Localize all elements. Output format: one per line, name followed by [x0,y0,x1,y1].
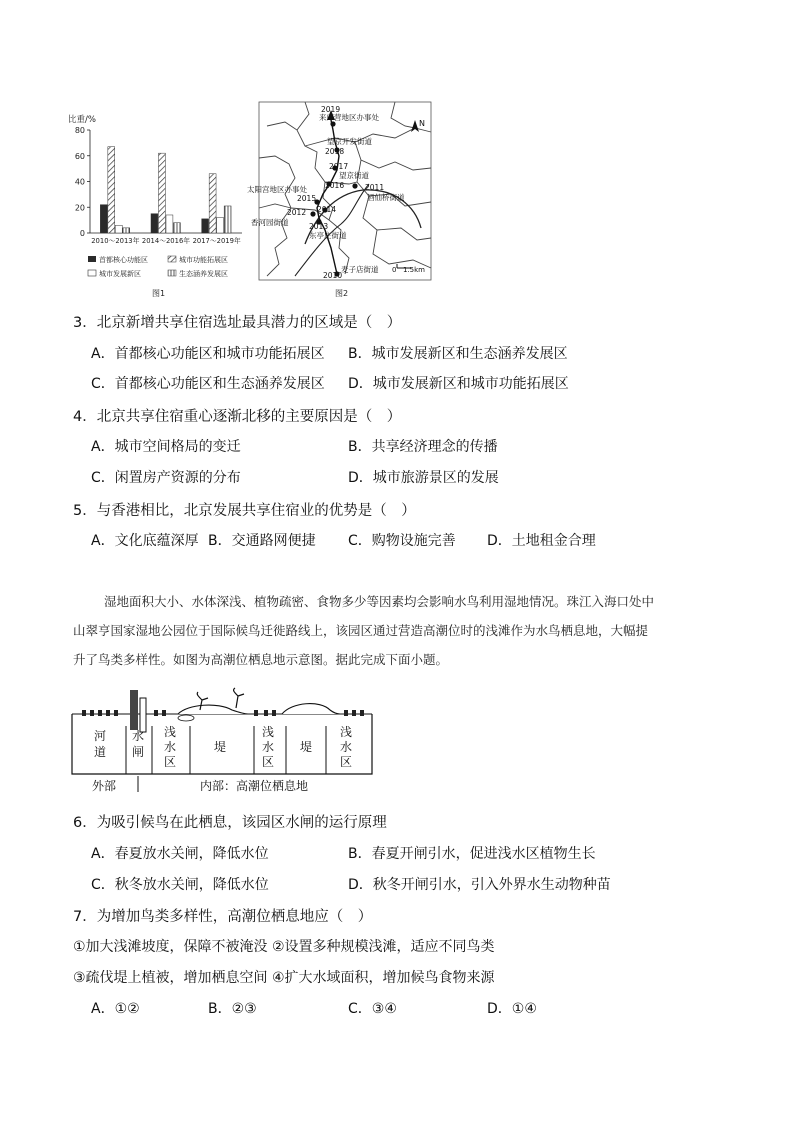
dike-mound-1 [178,705,248,714]
label-shallow-a2: 水 [164,740,177,754]
question-5-option-a[interactable]: A．文化底蕴深厚 [91,533,199,549]
question-4-option-d[interactable]: D．城市旅游景区的发展 [348,470,499,486]
label-2019: 2019 [321,105,341,114]
question-7-option-b[interactable]: B．②③ [208,1001,257,1017]
label-river-2: 道 [94,745,107,759]
water-gate [130,690,138,730]
question-6-option-a[interactable]: A．春夏放水关闸，降低水位 [91,846,269,862]
bar-core-1 [151,214,158,233]
question-7-stem: 7．为增加鸟类多样性，高潮位栖息地应（ ） [73,909,373,925]
label-shallow-b1: 浅 [262,725,275,739]
label-2010: 2010 [323,271,343,280]
north-label: N [419,119,425,128]
question-4-option-a[interactable]: A．城市空间格局的变迁 [91,439,241,455]
bar-newdev-1 [166,215,173,233]
label-2013: 2013 [309,222,329,231]
figure-1-caption: 图1 [152,289,166,298]
y-tick-label: 80 [74,126,85,135]
label-gate-2: 闸 [132,745,145,759]
question-7-option-a[interactable]: A．①② [91,1001,140,1017]
north-arrow-icon [411,120,419,132]
question-6-stem: 6．为吸引候鸟在此栖息，该园区水闸的运行原理 [73,815,387,831]
legend-label-core: 首都核心功能区 [99,256,148,264]
question-5-option-b[interactable]: B．交通路网便捷 [208,533,316,549]
y-tick-label: 60 [74,151,85,161]
y-tick-label: 0 [79,229,85,238]
bar-newdev-0 [115,225,122,233]
question-3-option-b[interactable]: B．城市发展新区和生态涵养发展区 [348,346,568,362]
label-xiangheyuan: 香河园街道 [251,218,289,227]
question-7-option-d[interactable]: D．①④ [487,1001,537,1017]
label-shallow-a1: 浅 [164,725,177,739]
legend-label-newdev: 城市发展新区 [99,270,141,278]
bar-core-2 [202,219,209,233]
x-tick-label: 2010～2013年 [91,237,140,245]
label-shallow-c1: 浅 [340,725,353,739]
bar-expand-2 [209,174,216,233]
question-5-option-d[interactable]: D．土地租金合理 [487,533,596,549]
scale-zero: 0 [392,266,397,274]
question-5-stem: 5．与香港相比，北京发展共享住宿业的优势是（ ） [73,503,416,519]
question-6-option-d[interactable]: D．秋冬开闸引水，引入外界水生动物种苗 [348,877,611,893]
passage-line-1: 湿地面积大小、水体深浅、植物疏密、食物多少等因素均会影响水鸟利用湿地情况。珠江入海口处中 [104,594,655,609]
label-2014: 2014 [317,205,337,214]
figure-1-chart [62,110,262,305]
bar-eco-0 [123,228,130,233]
legend-swatch-core [88,256,96,262]
legend-swatch-expand [168,256,176,262]
dike-mound-2 [282,704,340,714]
question-4-option-c[interactable]: C．闲置房产资源的分布 [91,470,241,486]
y-tick-label: 20 [74,203,85,213]
bar-core-0 [100,205,107,233]
question-4-option-b[interactable]: B．共享经济理念的传播 [348,439,498,455]
label-shallow-b3: 区 [262,755,275,769]
figure-2-caption: 图2 [335,289,349,298]
label-dike-2: 堤 [300,740,313,754]
question-6-option-b[interactable]: B．春夏开闸引水，促进浅水区植物生长 [348,846,596,862]
legend-label-expand: 城市功能拓展区 [179,256,228,264]
bar-newdev-2 [217,218,224,233]
label-2011: 2011 [365,183,385,192]
y-axis-label: 比重/% [68,115,96,125]
label-2016: 2016 [325,181,345,190]
question-7-statements-1-2: ①加大浅滩坡度，保障不被淹没 ②设置多种规模浅滩，适应不同鸟类 [73,939,495,955]
point-2012 [310,211,315,216]
question-3-stem: 3．北京新增共享住宿选址最具潜力的区域是（ ） [73,315,402,331]
passage-line-3: 升了鸟类多样性。如图为高潮位栖息地示意图。据此完成下面小题。 [73,652,449,667]
label-dongfeng: 东亭庄街道 [309,231,347,240]
label-2012: 2012 [287,208,307,217]
x-tick-label: 2017～2019年 [192,237,241,245]
label-2017: 2017 [329,162,349,171]
label-laiguangying: 来广营地区办事处 [319,113,379,122]
question-4-stem: 4．北京共享住宿重心逐渐北移的主要原因是（ ） [73,409,402,425]
legend-label-eco: 生态涵养发展区 [179,270,228,278]
passage-line-2: 山翠亨国家湿地公园位于国际候鸟迁徙路线上，该园区通过营造高潮位时的浅滩作为水鸟栖息地，大幅提 [73,623,649,638]
bar-eco-1 [174,223,181,233]
question-3-option-a[interactable]: A．首都核心功能区和城市功能拓展区 [91,346,325,362]
question-7-statements-3-4: ③疏伐堤上植被，增加栖息空间 ④扩大水域面积，增加候鸟食物来源 [73,970,495,986]
label-river-1: 河 [94,729,107,743]
question-3-option-c[interactable]: C．首都核心功能区和生态涵养发展区 [91,376,325,392]
label-wangjing: 望京街道 [339,171,369,180]
label-wangjing-kaifa: 望京开发街道 [327,137,372,146]
question-5-option-c[interactable]: C．购物设施完善 [348,533,456,549]
label-gate-1: 水 [132,729,145,743]
bar-eco-2 [224,206,231,233]
scale-distance: 1.5km [403,266,426,274]
label-shallow-c3: 区 [340,755,353,769]
point-2019 [330,121,335,126]
label-outer: 外部 [92,779,117,793]
label-dike-1: 堤 [214,740,227,754]
bar-expand-0 [108,147,115,233]
figure-2-map [245,98,435,303]
label-shallow-b2: 水 [262,740,275,754]
point-2011 [352,183,357,188]
label-inner: 内部：高潮位栖息地 [200,779,309,793]
label-taiyanggong: 太阳宫地区办事处 [247,185,307,194]
x-tick-label: 2014～2016年 [141,237,191,245]
y-tick-label: 40 [74,177,85,187]
question-3-option-d[interactable]: D．城市发展新区和城市功能拓展区 [348,376,569,392]
label-2015: 2015 [297,194,317,203]
label-2018: 2018 [325,147,345,156]
water-gate-post [140,698,146,732]
question-7-option-c[interactable]: C．③④ [348,1001,397,1017]
bar-expand-1 [159,153,166,233]
question-6-option-c[interactable]: C．秋冬放水关闸，降低水位 [91,877,269,893]
label-maizidian: 麦子店街道 [341,265,379,274]
label-shallow-a3: 区 [164,755,177,769]
fish-icon [178,715,194,721]
legend-swatch-eco [168,270,176,276]
label-shallow-c2: 水 [340,740,353,754]
wetland-diagram [68,684,388,796]
label-jiuxianqiao: 酒仙桥街道 [367,193,405,202]
legend-swatch-newdev [88,270,96,276]
